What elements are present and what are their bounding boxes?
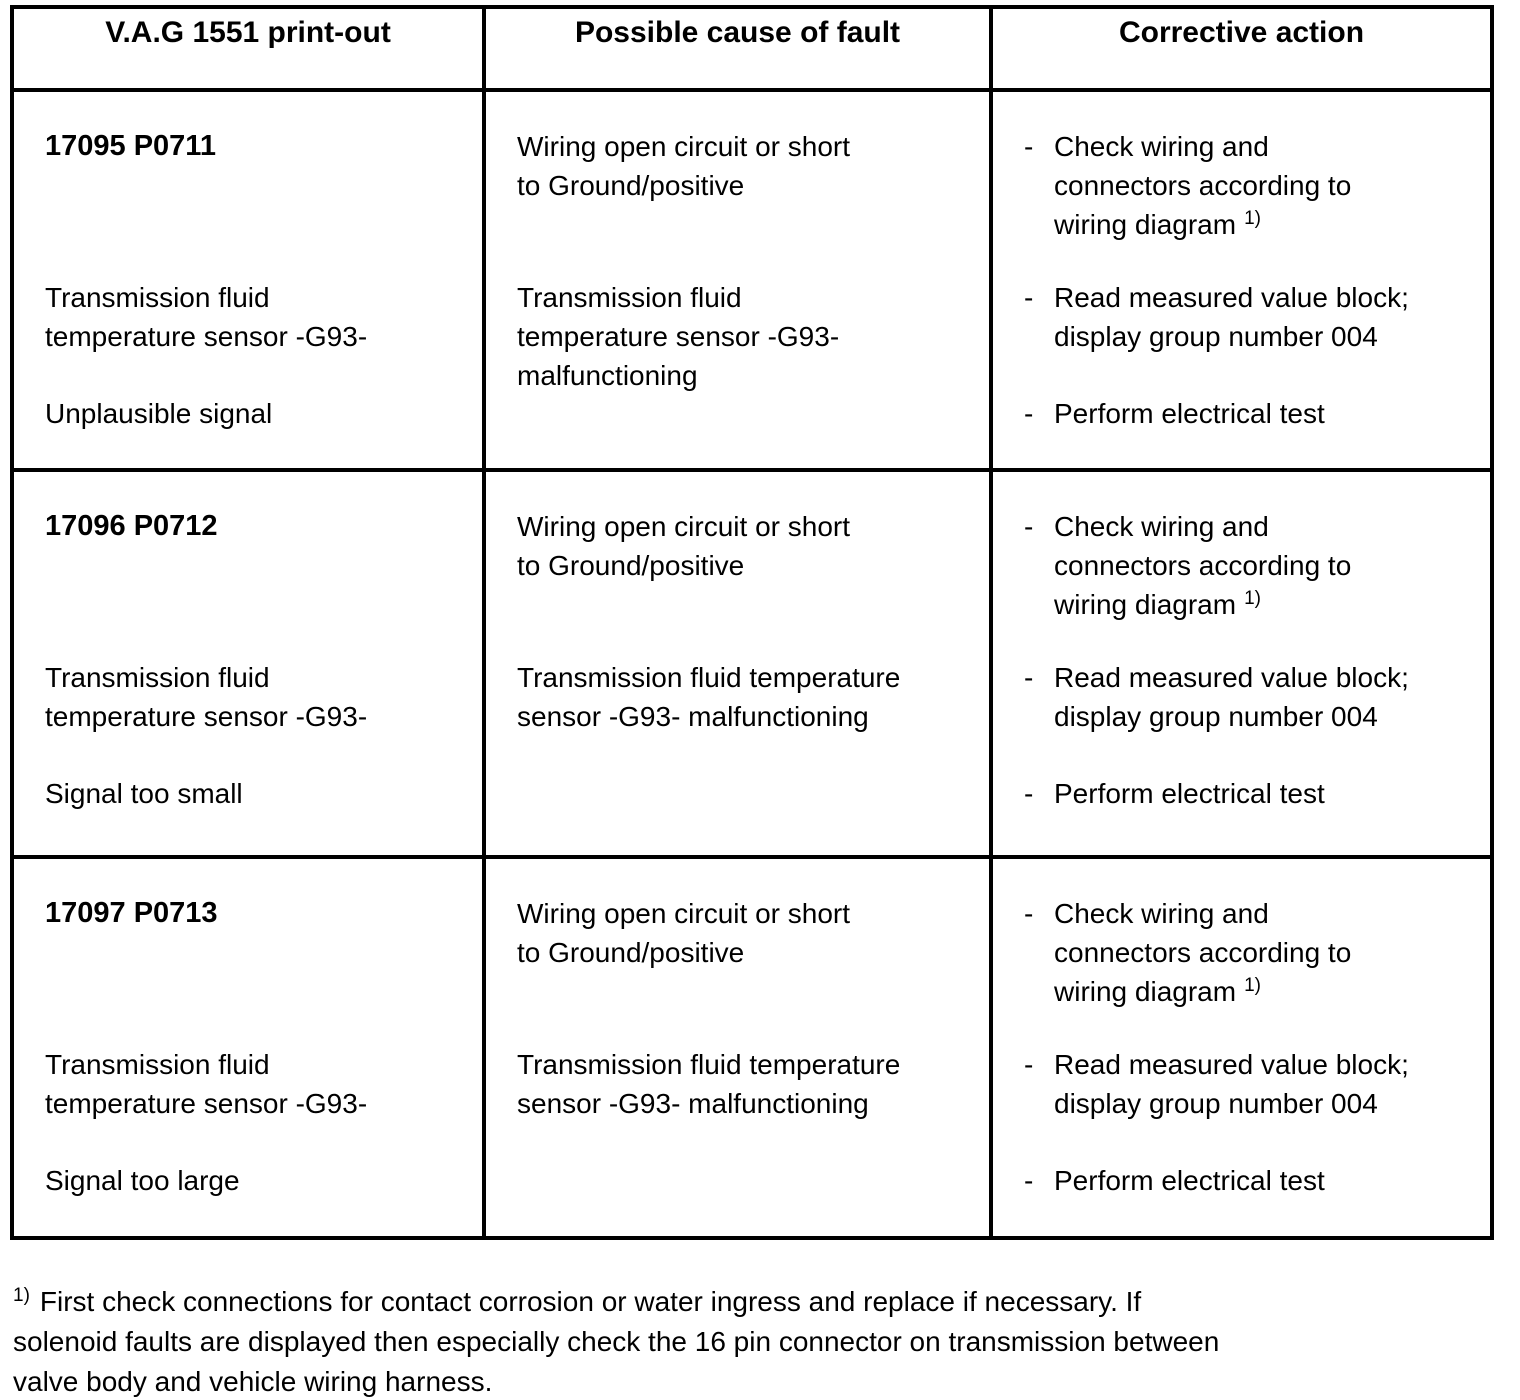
component-name [45, 1045, 470, 1123]
action-item-check-wiring [1024, 507, 1478, 624]
cause-secondary [517, 1045, 977, 1123]
action-line: display group number 004 [1054, 321, 1378, 352]
fault-code: 17095 P0711 [45, 130, 216, 162]
cause-line: Wiring open circuit or short [517, 131, 851, 162]
action-item-electrical-test [1024, 774, 1478, 813]
action-line-text: wiring diagram [1054, 589, 1237, 620]
action-cell-row2 [993, 472, 1490, 859]
cause-line: Wiring open circuit or short [517, 511, 851, 542]
action-line: Read measured value block; [1054, 662, 1409, 693]
cause-line: Transmission fluid [517, 282, 742, 313]
action-line: Perform electrical test [1054, 1165, 1325, 1196]
dash-bullet: - [1024, 511, 1034, 542]
footnote-reference: 1) [1244, 974, 1261, 996]
fault-symptom: Unplausible signal [45, 398, 273, 429]
cause-secondary [517, 278, 977, 395]
action-cell-row1 [993, 92, 1490, 472]
dash-bullet: - [1024, 131, 1034, 162]
dash-bullet: - [1024, 778, 1034, 809]
component-line: temperature sensor -G93- [45, 1088, 368, 1119]
action-line [1054, 205, 1478, 244]
component-name [45, 278, 470, 356]
component-line: Transmission fluid [45, 1049, 270, 1080]
action-item-check-wiring [1024, 127, 1478, 244]
action-line-text: wiring diagram [1054, 976, 1237, 1007]
cause-line: to Ground/positive [517, 937, 745, 968]
footnote-reference: 1) [1244, 587, 1261, 609]
footnote-text: First check connections for contact corrosion or water ingress and replace if necessary. If [39, 1286, 1142, 1317]
action-line: Read measured value block; [1054, 1049, 1409, 1080]
cause-secondary [517, 658, 977, 736]
action-line: Perform electrical test [1054, 778, 1325, 809]
action-cell-row3 [993, 859, 1490, 1236]
action-item-read-block [1024, 658, 1478, 736]
action-line: Read measured value block; [1054, 282, 1409, 313]
action-text [1054, 1045, 1478, 1123]
footnote [13, 1282, 1473, 1400]
action-line: connectors according to [1054, 170, 1352, 201]
cause-primary [517, 507, 977, 585]
cause-line: sensor -G93- malfunctioning [517, 1088, 869, 1119]
action-text [1054, 127, 1478, 244]
action-line: display group number 004 [1054, 701, 1378, 732]
dash-bullet: - [1024, 898, 1034, 929]
cause-cell-row3 [486, 859, 993, 1236]
action-line: Check wiring and [1054, 898, 1269, 929]
cause-cell-row1 [486, 92, 993, 472]
action-line: Perform electrical test [1054, 398, 1325, 429]
dash-bullet: - [1024, 282, 1034, 313]
header-cell-printout: V.A.G 1551 print-out [14, 9, 486, 92]
action-line: Check wiring and [1054, 131, 1269, 162]
printout-cell-row2 [14, 472, 486, 859]
action-line: connectors according to [1054, 550, 1352, 581]
component-line: Transmission fluid [45, 662, 270, 693]
action-item-read-block [1024, 1045, 1478, 1123]
component-line: temperature sensor -G93- [45, 321, 368, 352]
action-line [1054, 585, 1478, 624]
fault-code: 17096 P0712 [45, 510, 218, 542]
dash-bullet: - [1024, 398, 1034, 429]
action-item-electrical-test [1024, 394, 1478, 433]
footnote-line: valve body and vehicle wiring harness. [13, 1366, 493, 1397]
action-line [1054, 972, 1478, 1011]
footnote-line: solenoid faults are displayed then especially check the 16 pin connector on transmission between [13, 1326, 1220, 1357]
footnote-reference: 1) [1244, 207, 1261, 229]
action-item-check-wiring [1024, 894, 1478, 1011]
component-name [45, 658, 470, 736]
cause-line: sensor -G93- malfunctioning [517, 701, 869, 732]
printout-cell-row1 [14, 92, 486, 472]
footnote-marker: 1) [13, 1284, 30, 1306]
action-line: connectors according to [1054, 937, 1352, 968]
component-line: temperature sensor -G93- [45, 701, 368, 732]
cause-line: to Ground/positive [517, 170, 745, 201]
component-line: Transmission fluid [45, 282, 270, 313]
dash-bullet: - [1024, 1165, 1034, 1196]
cause-cell-row2 [486, 472, 993, 859]
header-cell-cause: Possible cause of fault [486, 9, 993, 92]
cause-primary [517, 894, 977, 972]
action-text [1054, 278, 1478, 356]
action-text [1054, 894, 1478, 1011]
cause-line: temperature sensor -G93- [517, 321, 840, 352]
cause-line: Transmission fluid temperature [517, 662, 901, 693]
action-item-read-block [1024, 278, 1478, 356]
cause-line: Wiring open circuit or short [517, 898, 851, 929]
cause-primary [517, 127, 977, 205]
header-cell-action: Corrective action [993, 9, 1490, 92]
cause-line: to Ground/positive [517, 550, 745, 581]
fault-code: 17097 P0713 [45, 897, 218, 929]
fault-symptom: Signal too small [45, 778, 243, 809]
cause-line: malfunctioning [517, 360, 698, 391]
dash-bullet: - [1024, 1049, 1034, 1080]
action-item-electrical-test [1024, 1161, 1478, 1200]
action-text [1054, 507, 1478, 624]
cause-line: Transmission fluid temperature [517, 1049, 901, 1080]
fault-symptom: Signal too large [45, 1165, 240, 1196]
printout-cell-row3 [14, 859, 486, 1236]
action-line-text: wiring diagram [1054, 209, 1237, 240]
action-line: Check wiring and [1054, 511, 1269, 542]
fault-code-table [10, 5, 1494, 1240]
footnote-line [13, 1282, 1473, 1322]
action-text [1054, 658, 1478, 736]
dash-bullet: - [1024, 662, 1034, 693]
action-line: display group number 004 [1054, 1088, 1378, 1119]
